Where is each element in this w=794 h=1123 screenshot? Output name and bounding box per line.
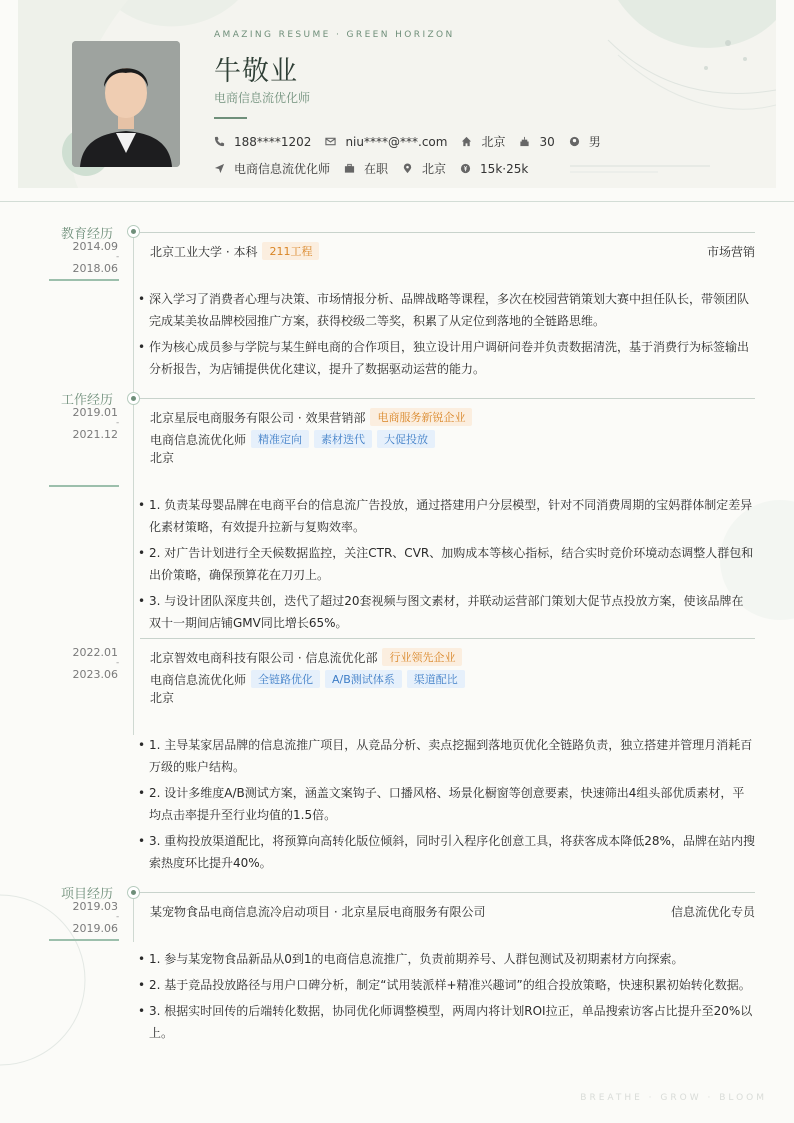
timeline-line: [133, 232, 134, 735]
edu-school-name: 北京工业大学 · 本科: [150, 244, 258, 259]
project-name: 某宠物食品电商信息流冷启动项目 · 北京星辰电商服务有限公司: [150, 905, 486, 919]
hometown-item: [461, 133, 505, 150]
project-bullet-list: [138, 948, 755, 1048]
section-rule-project: [140, 892, 755, 893]
project-end-date: 2019.06: [72, 922, 118, 935]
job1-end-date: 2021.12: [72, 428, 118, 441]
list-item: • 3. 重构投放渠道配比，将预算向高转化版位倾斜，同时引入程序化创意工具，将获客成本降低28%，品牌在站内搜索热度环比提升40%。: [138, 830, 755, 874]
job-status-item: [344, 160, 388, 177]
intent-city-item: [402, 160, 446, 177]
edu-date-rule: [49, 279, 119, 281]
project-date-dash: -: [116, 912, 120, 922]
name-underline: [214, 117, 247, 119]
list-item: • 深入学习了消费者心理与决策、市场情报分析、品牌战略等课程，多次在校园营销策划大赛中担任队长，带领团队完成某美妆品牌校园推广方案，获得校级二等奖，积累了从定位到落地的全链路思维。: [138, 288, 755, 332]
job2-skill-tag: 全链路优化: [251, 670, 320, 688]
job1-company-tag: 电商服务新锐企业: [370, 408, 472, 426]
edu-date-dash: -: [116, 252, 120, 262]
timeline-node-project: [127, 886, 140, 899]
edu-school-tag: 211工程: [262, 242, 319, 260]
edu-school: [150, 242, 319, 260]
job2-company: [150, 648, 462, 666]
salary-text: 15k·25k: [480, 161, 529, 176]
email-text: niu****@***.com: [345, 134, 448, 149]
footer-watermark: BREATHE · GROW · BLOOM: [580, 1093, 767, 1103]
cake-icon: [519, 136, 530, 147]
age-text: 30: [539, 134, 555, 149]
intent-position-text: 电商信息流优化师: [234, 162, 331, 176]
gender-text: 男: [588, 135, 601, 149]
home-icon: [461, 136, 472, 147]
timeline-node-work: [127, 392, 140, 405]
section-title-project: 项目经历: [61, 887, 114, 902]
section-rule-work: [140, 398, 755, 399]
job2-location: 北京: [150, 691, 175, 705]
edu-end-date: 2018.06: [72, 262, 118, 275]
intent-position-item: [214, 160, 330, 177]
list-item: • 作为核心成员参与学院与某生鲜电商的合作项目，独立设计用户调研问卷并负责数据清洗，基于消费行为标签输出分析报告，为店铺提供优化建议，提升了数据驱动运营的能力。: [138, 336, 755, 380]
project-start-date: 2019.03: [72, 900, 118, 913]
gender-icon: [569, 136, 580, 147]
list-item: • 1. 参与某宠物食品新品从0到1的电商信息流推广，负责前期养号、人群包测试及初期素材方向探索。: [138, 948, 755, 970]
job1-start-date: 2019.01: [72, 406, 118, 419]
project-date-rule: [49, 939, 119, 941]
email-item: [325, 135, 447, 149]
list-item: • 2. 基于竞品投放路径与用户口碑分析，制定“试用装派样+精准兴趣词”的组合投放策略，快速积累初始转化数据。: [138, 974, 755, 996]
list-item: • 2. 对广告计划进行全天候数据监控，关注CTR、CVR、加购成本等核心指标，结合实时竞价环境动态调整人群包和出价策略，确保预算花在刀刃上。: [138, 542, 755, 586]
location-pin-icon: [402, 163, 413, 174]
briefcase-icon: [344, 163, 355, 174]
contact-row: [214, 133, 615, 150]
phone-item: [214, 135, 311, 149]
job1-skill-tag: 精准定向: [251, 430, 309, 448]
hometown-text: 北京: [481, 135, 506, 149]
send-icon: [214, 163, 225, 174]
job2-role: 电商信息流优化师: [150, 672, 247, 687]
job1-company: [150, 408, 472, 426]
job2-start-date: 2022.01: [72, 646, 118, 659]
gender-item: [569, 133, 601, 150]
job1-skill-tag: 素材迭代: [314, 430, 372, 448]
job1-date-dash: -: [116, 418, 120, 428]
project-role: 信息流优化专员: [670, 905, 755, 919]
phone-icon: [214, 136, 225, 147]
job1-role-line: [150, 430, 435, 448]
job2-company-name: 北京智效电商科技有限公司 · 信息流优化部: [150, 650, 378, 665]
job2-skill-tag: 渠道配比: [407, 670, 465, 688]
edu-major: 市场营销: [706, 245, 755, 259]
list-item: • 3. 根据实时回传的后端转化数据，协同优化师调整模型，两周内将计划ROI拉正，单品搜索访客占比提升至20%以上。: [138, 1000, 755, 1044]
job1-skill-tag: 大促投放: [377, 430, 435, 448]
job1-date-rule: [49, 485, 119, 487]
salary-item: [460, 162, 528, 176]
list-item: • 2. 设计多维度A/B测试方案，涵盖文案钩子、口播风格、场景化橱窗等创意要素，快速筛出4组头部优质素材，平均点击率提升至行业均值的1.5倍。: [138, 782, 755, 826]
phone-text: 188****1202: [234, 134, 312, 149]
section-rule-education: [140, 232, 755, 233]
timeline-line-project: [133, 892, 134, 942]
resume-tagline: AMAZING RESUME · GREEN HORIZON: [214, 30, 455, 40]
job2-date-dash: -: [116, 658, 120, 668]
age-item: [519, 135, 554, 149]
job2-end-date: 2023.06: [72, 668, 118, 681]
edu-bullet-list: [138, 288, 755, 384]
job1-location: 北京: [150, 451, 175, 465]
job2-role-line: [150, 670, 465, 688]
job-status-text: 在职: [364, 162, 389, 176]
edu-start-date: 2014.09: [72, 240, 118, 253]
section-title-work: 工作经历: [61, 393, 114, 408]
section-title-education: 教育经历: [61, 227, 114, 242]
job2-bullet-list: [138, 734, 755, 878]
job1-company-name: 北京星辰电商服务有限公司 · 效果营销部: [150, 410, 366, 425]
job1-bullet-list: [138, 494, 755, 638]
header-divider: [0, 201, 794, 202]
salary-icon: [460, 163, 471, 174]
list-item: • 1. 主导某家居品牌的信息流推广项目，从竞品分析、卖点挖掘到落地页优化全链路负责，独立搭建并管理月消耗百万级的账户结构。: [138, 734, 755, 778]
candidate-title: 电商信息流优化师: [214, 91, 311, 105]
profile-photo: [72, 41, 180, 167]
timeline-node-education: [127, 225, 140, 238]
list-item: • 3. 与设计团队深度共创，迭代了超过20套视频与图文素材，并联动运营部门策划大促节点投放方案，使该品牌在双十一期间店铺GMV同比增长65%。: [138, 590, 755, 634]
list-item: • 1. 负责某母婴品牌在电商平台的信息流广告投放，通过搭建用户分层模型，针对不同消费周期的宝妈群体制定差异化素材策略，有效提升拉新与复购效率。: [138, 494, 755, 538]
mail-icon: [325, 136, 336, 147]
job-intent-row: [214, 160, 542, 177]
job2-rule: [140, 638, 755, 639]
job1-role: 电商信息流优化师: [150, 432, 247, 447]
intent-city-text: 北京: [422, 162, 447, 176]
job2-skill-tag: A/B测试体系: [325, 670, 402, 688]
candidate-name: 牛敬业: [214, 56, 298, 87]
job2-company-tag: 行业领先企业: [382, 648, 462, 666]
